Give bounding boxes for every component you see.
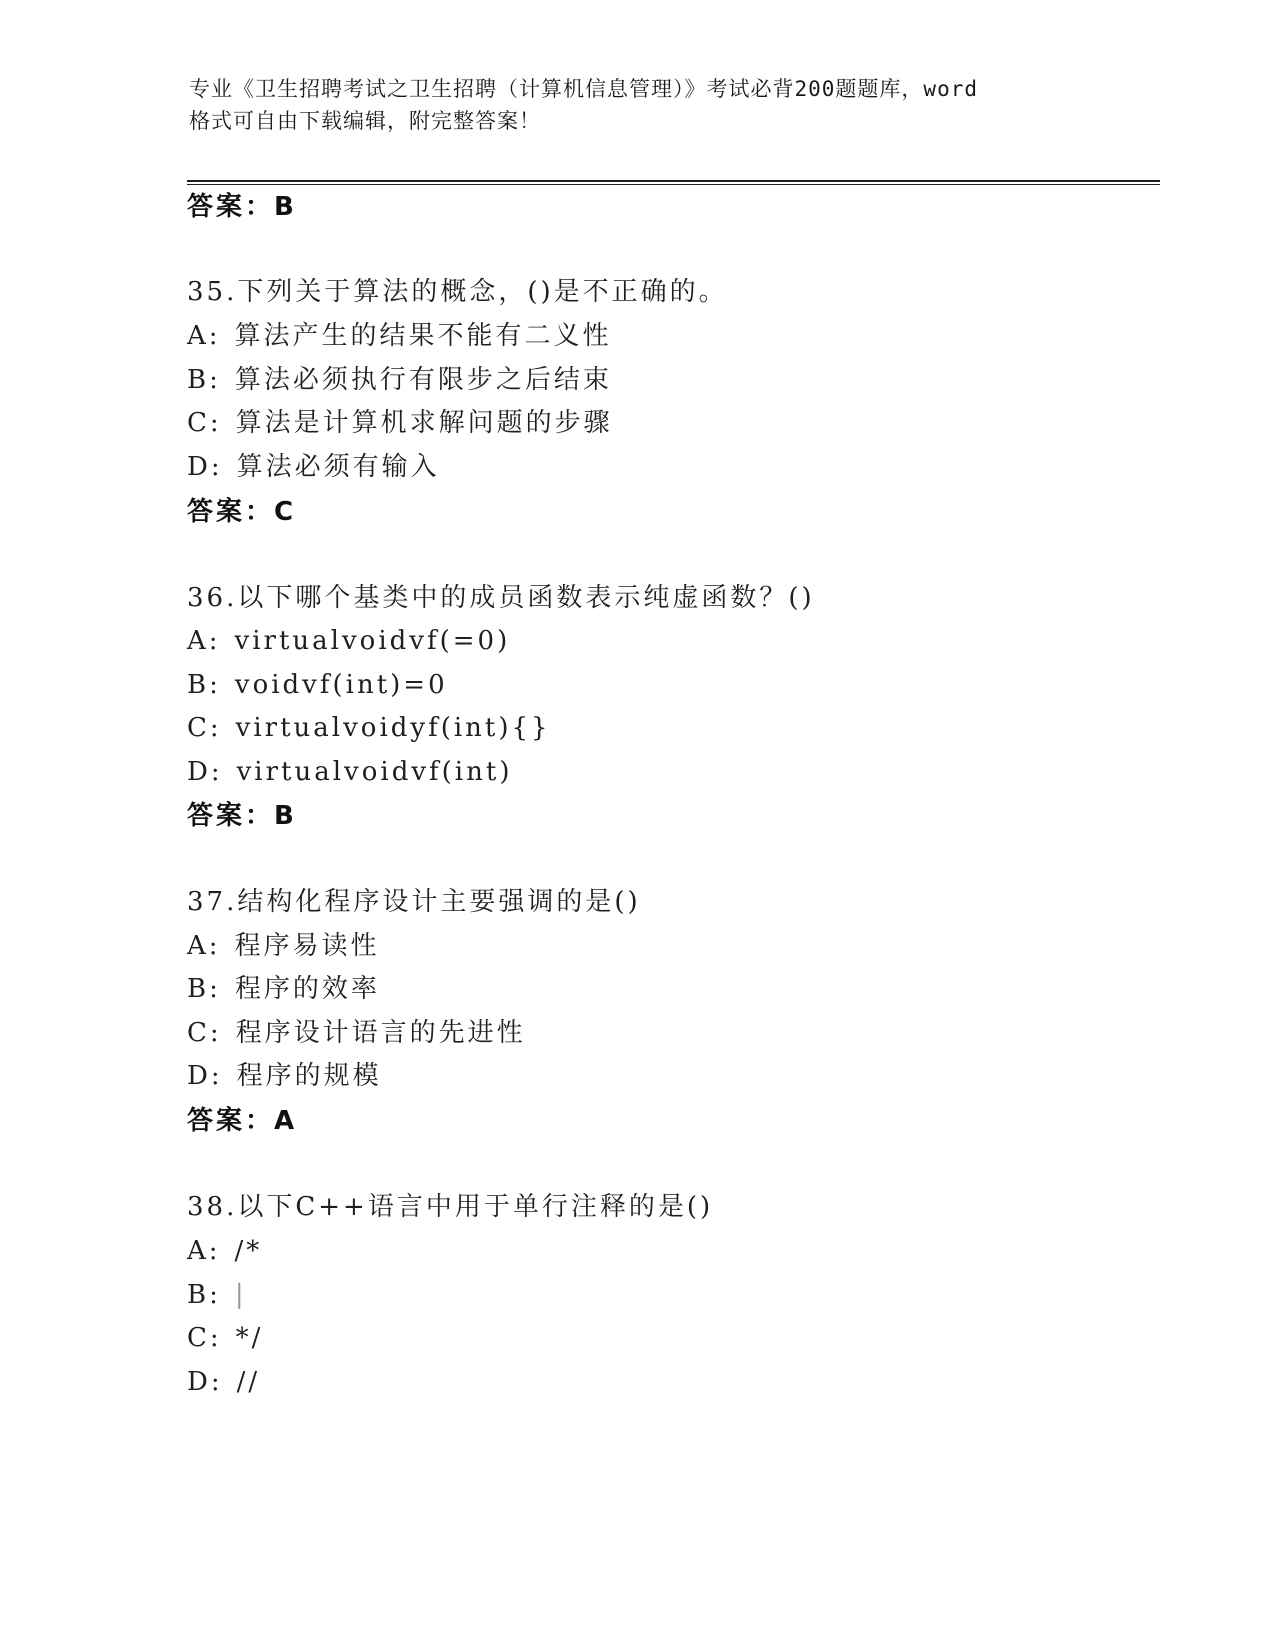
option-label: A:	[187, 321, 221, 351]
option-a	[187, 1233, 262, 1269]
option-text: |	[234, 1280, 247, 1310]
option-text: //	[236, 1367, 261, 1397]
option-text: 算法必须有输入	[236, 452, 440, 482]
option-a	[187, 928, 380, 964]
header-divider-thin	[187, 184, 1160, 185]
answer-prefix: 答案：	[187, 192, 275, 222]
question-stem: 36.以下哪个基类中的成员函数表示纯虚函数？()	[187, 583, 815, 613]
option-b	[187, 971, 380, 1007]
option-text: 程序设计语言的先进性	[235, 1018, 526, 1048]
option-label: C:	[187, 713, 222, 743]
option-c	[187, 1320, 263, 1356]
option-label: B:	[187, 670, 221, 700]
answer-prefix: 答案：	[187, 497, 275, 527]
option-label: B:	[187, 365, 221, 395]
option-a	[187, 318, 612, 354]
option-label: D:	[187, 757, 223, 787]
option-text: */	[235, 1323, 264, 1353]
header-divider	[187, 180, 1160, 182]
option-label: D:	[187, 452, 223, 482]
option-label: B:	[187, 1280, 221, 1310]
answer-prefix: 答案：	[187, 801, 275, 831]
option-label: C:	[187, 1018, 222, 1048]
option-label: A:	[187, 1236, 221, 1266]
option-text: 算法是计算机求解问题的步骤	[235, 408, 613, 438]
answer-line	[187, 1103, 297, 1139]
question-stem: 38.以下C++语言中用于单行注释的是()	[187, 1192, 714, 1222]
header-line-1: 专业《卫生招聘考试之卫生招聘（计算机信息管理）》考试必背200题题库，word	[189, 77, 978, 101]
question-stem: 35.下列关于算法的概念，()是不正确的。	[187, 277, 728, 307]
answer-line	[187, 189, 297, 225]
option-text: 算法必须执行有限步之后结束	[234, 365, 612, 395]
answer-value: B	[274, 192, 297, 222]
answer-line	[187, 798, 297, 834]
option-c	[187, 1015, 526, 1051]
option-b	[187, 362, 612, 398]
option-text: /*	[234, 1236, 263, 1266]
option-text: 算法产生的结果不能有二义性	[234, 321, 612, 351]
option-text: voidvf(int)=0	[234, 670, 448, 700]
answer-prefix: 答案：	[187, 1106, 275, 1136]
option-text: virtualvoidvf(=0)	[234, 626, 511, 656]
answer-value: C	[274, 497, 297, 527]
option-a	[187, 623, 510, 659]
option-d	[187, 1364, 260, 1400]
option-label: C:	[187, 1323, 222, 1353]
answer-value: B	[274, 801, 297, 831]
option-text: 程序易读性	[234, 931, 380, 961]
option-label: B:	[187, 974, 221, 1004]
option-text: 程序的规模	[236, 1061, 382, 1091]
option-d	[187, 1058, 382, 1094]
option-label: A:	[187, 626, 221, 656]
option-label: D:	[187, 1367, 223, 1397]
option-text: 程序的效率	[234, 974, 380, 1004]
option-label: D:	[187, 1061, 223, 1091]
question-stem: 37.结构化程序设计主要强调的是()	[187, 887, 641, 917]
option-d	[187, 449, 440, 485]
answer-value: A	[274, 1106, 298, 1136]
option-label: A:	[187, 931, 221, 961]
option-label: C:	[187, 408, 222, 438]
header-line-2: 格式可自由下载编辑，附完整答案！	[189, 109, 541, 133]
option-c	[187, 710, 551, 746]
option-b	[187, 1277, 247, 1313]
option-text: virtualvoidvf(int)	[236, 757, 513, 787]
option-text: virtualvoidyf(int){}	[235, 713, 551, 743]
document-header	[189, 73, 1089, 137]
answer-line	[187, 494, 296, 530]
option-d	[187, 754, 512, 790]
option-b	[187, 667, 448, 703]
option-c	[187, 405, 613, 441]
